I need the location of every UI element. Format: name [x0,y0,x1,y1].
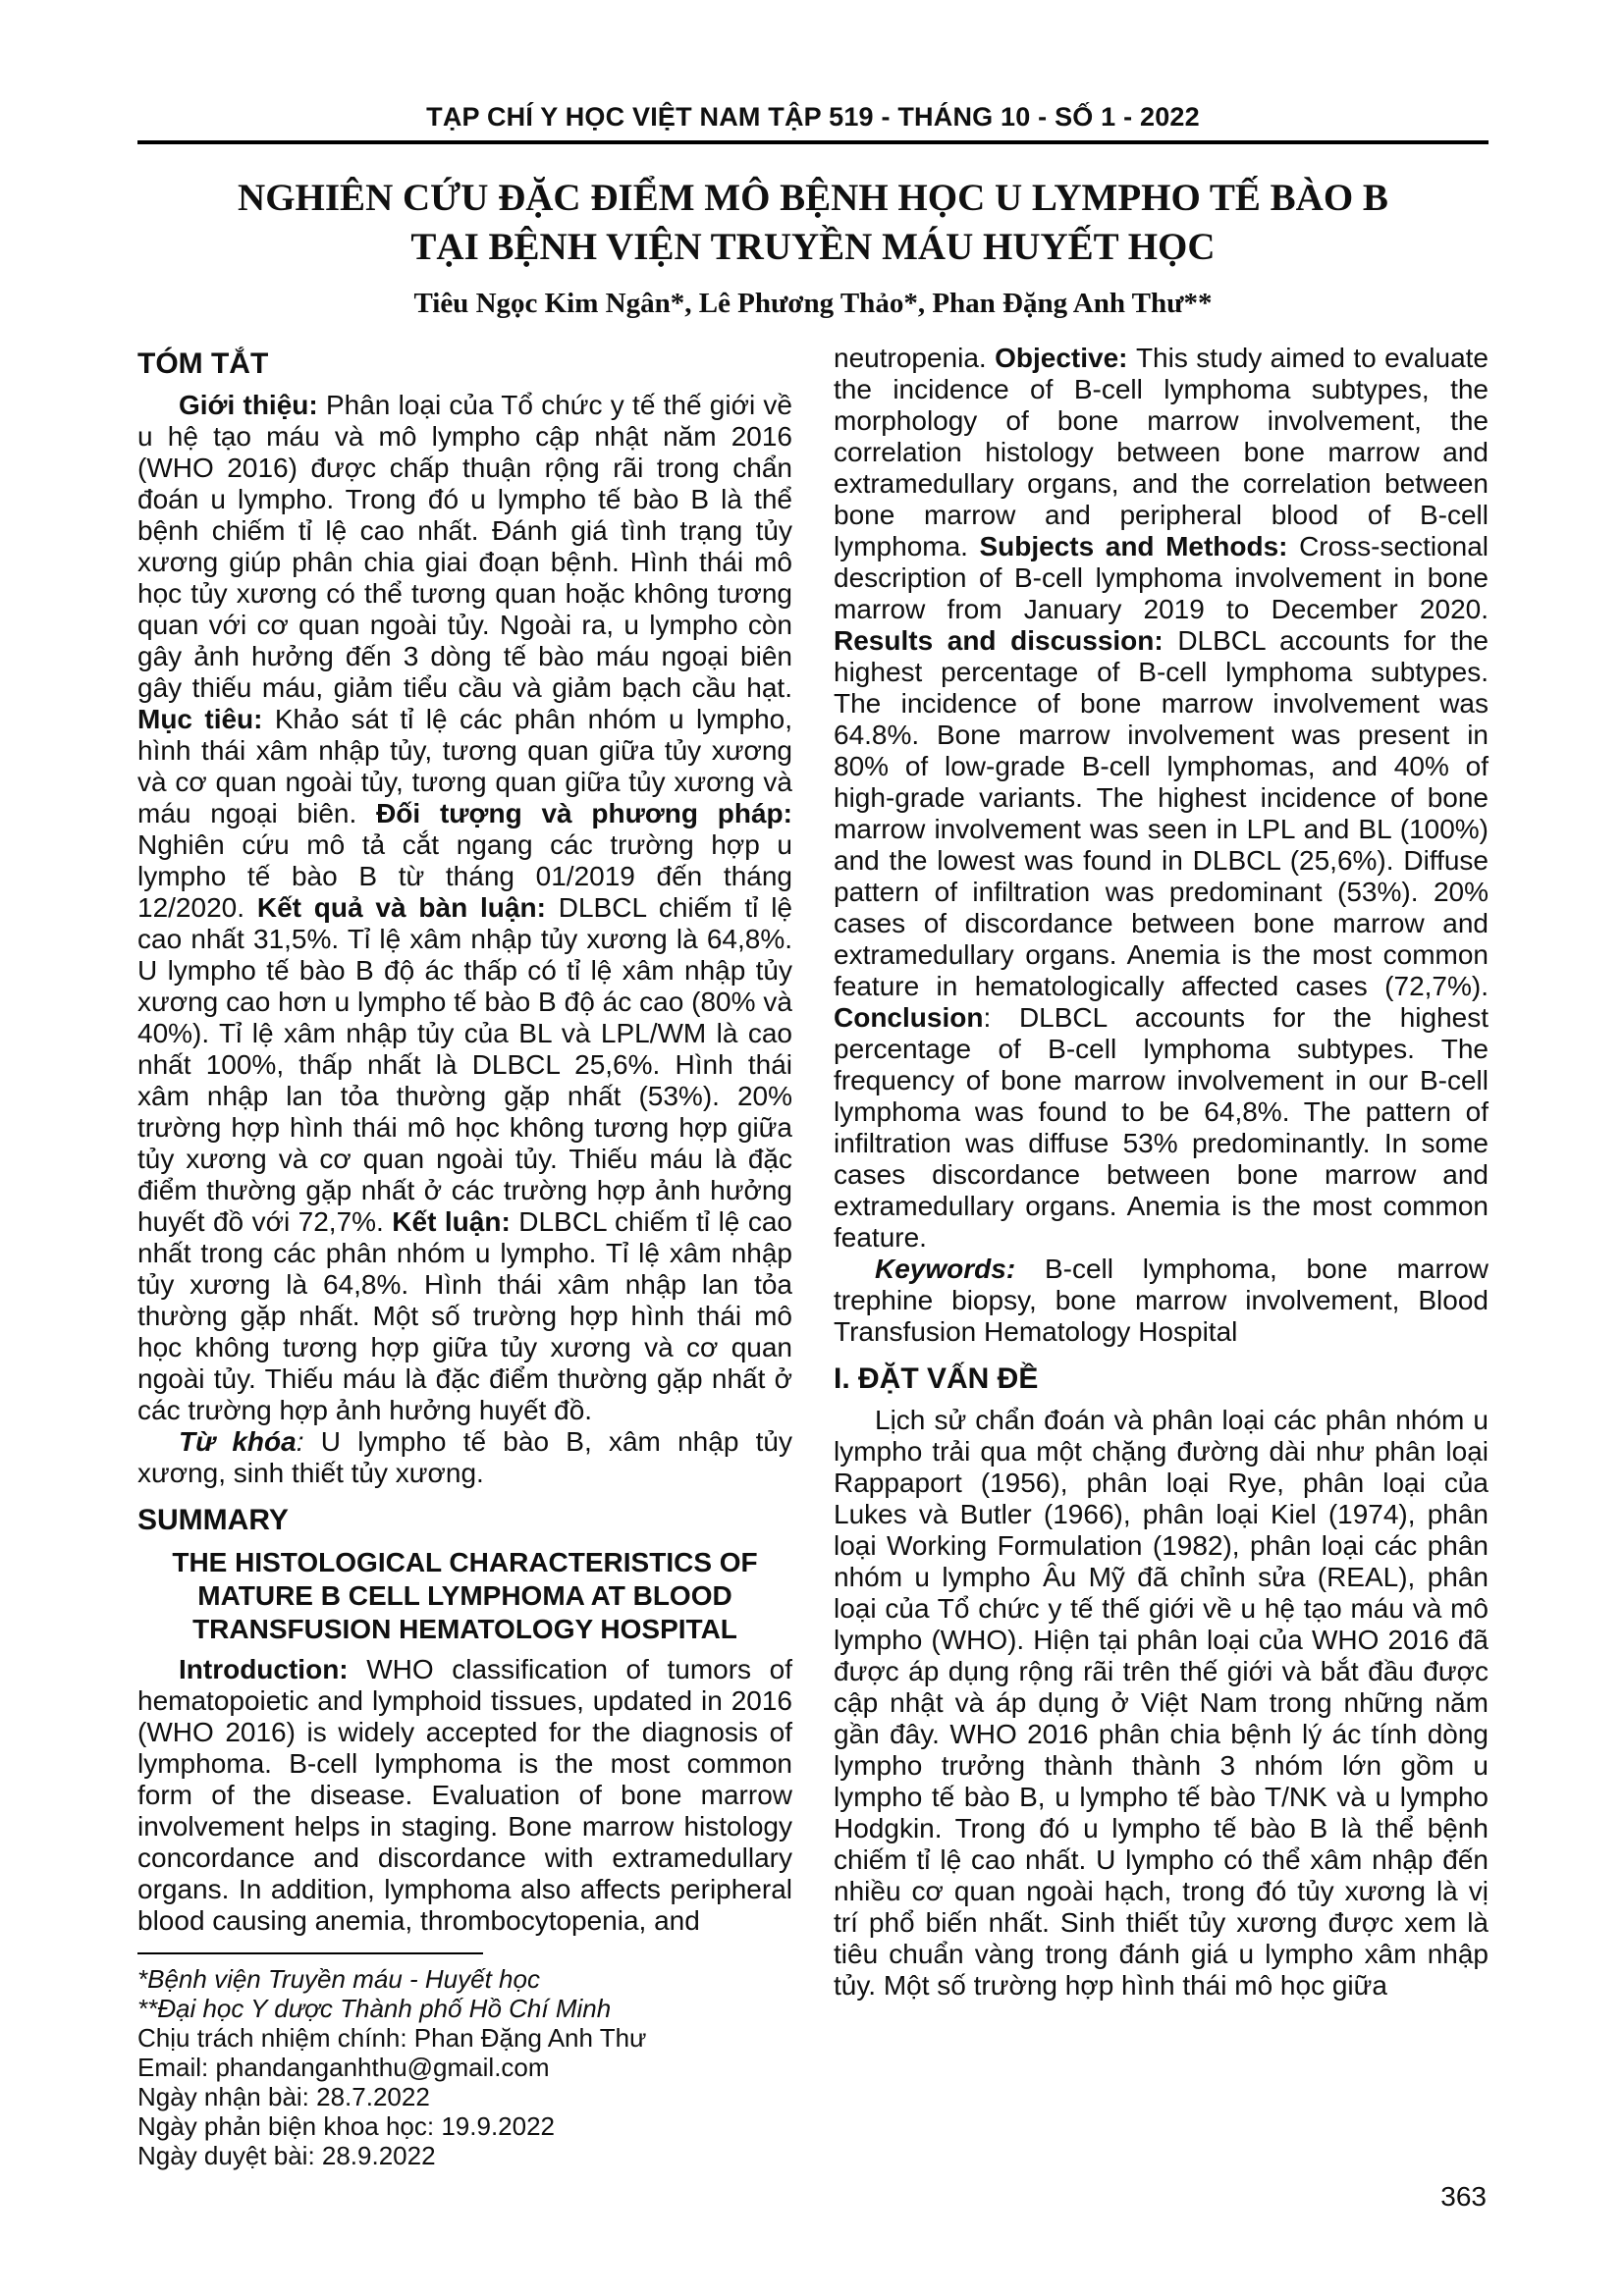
abstract-heading: TÓM TẮT [137,347,269,380]
footnote-corresponding-author: Chịu trách nhiệm chính: Phan Đặng Anh Thư [137,2023,647,2053]
summary-title-line-2: MATURE B CELL LYMPHOMA AT BLOOD [197,1580,732,1611]
footnote-accepted-date: Ngày duyệt bài: 28.9.2022 [137,2141,436,2170]
authors-line: Tiêu Ngọc Kim Ngân*, Lê Phương Thảo*, Phan Đặng Anh Thư** [413,288,1213,319]
summary-continuation: neutropenia. Objective: This study aimed to evaluate the incidence of B-cell lymphoma subtypes, the morphology of bone marrow involvement, the correlation histology between bone marrow and extramedullary organs, and the correlation between bone marrow and peripheral blood of B-cell lymphoma. Subjects and Methods: Cross-sectional description of B-cell lymphoma involvement in bone marrow from January 2019 to December 2020. Results and discussion: DLBCL accounts for the highest percentage of B-cell lymphoma subtypes. The incidence of bone marrow involvement was 64.8%. Bone marrow involvement was present in 80% of low-grade B-cell lymphomas, and 40% of high-grade variants. The highest incidence of bone marrow involvement was seen in LPL and BL (100%) and the lowest was found in DLBCL (25,6%). Diffuse pattern of infiltration was predominant (53%). 20% cases of discordance between bone marrow and extramedullary organs. Anemia is the most common feature in hematologically affected cases (72,7%). Conclusion: DLBCL accounts for the highest percentage of B-cell lymphoma subtypes. The frequency of bone marrow involvement in our B-cell lymphoma was found to be 64,8%. The pattern of infiltration was diffuse 53% predominantly. In some cases discordance between bone marrow and extramedullary organs. Anemia is the most common feature. [834,343,1489,1253]
footnote-received-date: Ngày nhận bài: 28.7.2022 [137,2082,430,2111]
keywords-english: Keywords: B-cell lymphoma, bone marrow trephine biopsy, bone marrow involvement, Blood Transfusion Hematology Hospital [834,1254,1489,1347]
footnote-affiliation-2: **Đại học Y dược Thành phố Hồ Chí Minh [137,1994,612,2023]
article-title [137,174,1489,272]
introduction-section-body: Lịch sử chẩn đoán và phân loại các phân nhóm u lympho trải qua một chặng đường dài như phân loại Rappaport (1956), phân loại Rye, phân loại của Lukes và Butler (1966), phân loại Kiel (1974), phân loại Working Formulation (1982), phân loại các phân nhóm u lympho Âu Mỹ đã chỉnh sửa (REAL), phân loại của Tổ chức y tế thế giới về u hệ tạo máu và mô lympho (WHO). Hiện tại phân loại của WHO 2016 đã được áp dụng rộng rãi trên thế giới và bắt đầu được cập nhật và áp dụng ở Việt Nam trong những năm gần đây. WHO 2016 phân chia bệnh lý ác tính dòng lympho trưởng thành thành 3 nhóm lớn gồm u lympho tế bào B, u lympho tế bào T/NK và u lympho Hodgkin. Trong đó u lympho tế bào B là thể bệnh chiếm tỉ lệ cao nhất. U lympho có thể xâm nhập đến nhiều cơ quan ngoài hạch, trong đó tủy xương là vị trí phổ biến nhất. Sinh thiết tủy xương được xem là tiêu chuẩn vàng trong đánh giá u lympho xâm nhập tủy. Một số trường hợp hình thái mô học giữa [834,1405,1489,2001]
footnote-affiliation-1: *Bệnh viện Truyền máu - Huyết học [137,1964,540,1994]
introduction-section-heading: I. ĐẶT VẤN ĐỀ [834,1362,1039,1395]
article-title-line-1: NGHIÊN CỨU ĐẶC ĐIỂM MÔ BỆNH HỌC U LYMPHO TẾ BÀO B [238,177,1388,219]
article-title-line-2: TẠI BỆNH VIỆN TRUYỀN MÁU HUYẾT HỌC [410,226,1216,268]
footnote-divider [137,1952,483,1954]
summary-title-line-1: THE HISTOLOGICAL CHARACTERISTICS OF [172,1547,758,1577]
keywords-vietnamese: Từ khóa: U lympho tế bào B, xâm nhập tủy xương, sinh thiết tủy xương. [137,1426,793,1488]
page-number: 363 [1440,2181,1487,2212]
summary-title-line-3: TRANSFUSION HEMATOLOGY HOSPITAL [192,1614,737,1644]
right-column [834,343,1489,2170]
footnote-email: Email: phandanganhthu@gmail.com [137,2053,550,2082]
journal-header-text: TẠP CHÍ Y HỌC VIỆT NAM TẬP 519 - THÁNG 10 - SỐ 1 - 2022 [426,102,1200,132]
footnote-review-date: Ngày phản biện khoa học: 19.9.2022 [137,2111,556,2141]
abstract-vietnamese: Giới thiệu: Phân loại của Tổ chức y tế thế giới về u hệ tạo máu và mô lympho cập nhật năm 2016 (WHO 2016) được chấp thuận rộng rãi trong chẩn đoán u lympho. Trong đó u lympho tế bào B là thể bệnh chiếm tỉ lệ cao nhất. Đánh giá tình trạng tủy xương giúp phân chia giai đoạn bệnh. Hình thái mô học tủy xương có thể tương quan hoặc không tương quan với cơ quan ngoài tủy. Ngoài ra, u lympho còn gây ảnh hưởng đến 3 dòng tế bào máu ngoại biên gây thiếu máu, giảm tiểu cầu và giảm bạch cầu hạt. Mục tiêu: Khảo sát tỉ lệ các phân nhóm u lympho, hình thái xâm nhập tủy, tương quan giữa tủy xương và cơ quan ngoài tủy, tương quan giữa tủy xương và máu ngoại biên. Đối tượng và phương pháp: Nghiên cứu mô tả cắt ngang các trường hợp u lympho tế bào B từ tháng 01/2019 đến tháng 12/2020. Kết quả và bàn luận: DLBCL chiếm tỉ lệ cao nhất 31,5%. Tỉ lệ xâm nhập tủy xương là 64,8%. U lympho tế bào B độ ác thấp có tỉ lệ xâm nhập tủy xương cao hơn u lympho tế bào B độ ác cao (80% và 40%). Tỉ lệ xâm nhập tủy của BL và LPL/WM là cao nhất 100%, thấp nhất là DLBCL 25,6%. Hình thái xâm nhập lan tỏa thường gặp nhất (53%). 20% trường hợp hình thái mô học không tương hợp giữa tủy xương và cơ quan ngoài tủy. Thiếu máu là đặc điểm thường gặp nhất ở các trường hợp ảnh hưởng huyết đồ với 72,7%. Kết luận: DLBCL chiếm tỉ lệ cao nhất trong các phân nhóm u lympho. Tỉ lệ xâm nhập tủy xương là 64,8%. Hình thái xâm nhập lan tỏa thường gặp nhất. Một số trường hợp hình thái mô học không tương hợp giữa tủy xương và cơ quan ngoài tủy. Thiếu máu là đặc điểm thường gặp nhất ở các trường hợp ảnh hưởng huyết đồ. [137,390,792,1425]
footnote-block [137,1952,792,2170]
summary-title [137,1546,792,1646]
summary-heading: SUMMARY [137,1504,289,1536]
two-column-body [137,343,1489,2170]
left-column [137,343,792,2170]
summary-introduction: Introduction: WHO classification of tumors of hematopoietic and lymphoid tissues, updated in 2016 (WHO 2016) is widely accepted for the diagnosis of lymphoma. B-cell lymphoma is the most common form of the disease. Evaluation of bone marrow involvement helps in staging. Bone marrow histology concordance and discordance with extramedullary organs. In addition, lymphoma also affects peripheral blood causing anemia, thrombocytopenia, and [137,1654,792,1936]
journal-header [137,102,1489,144]
